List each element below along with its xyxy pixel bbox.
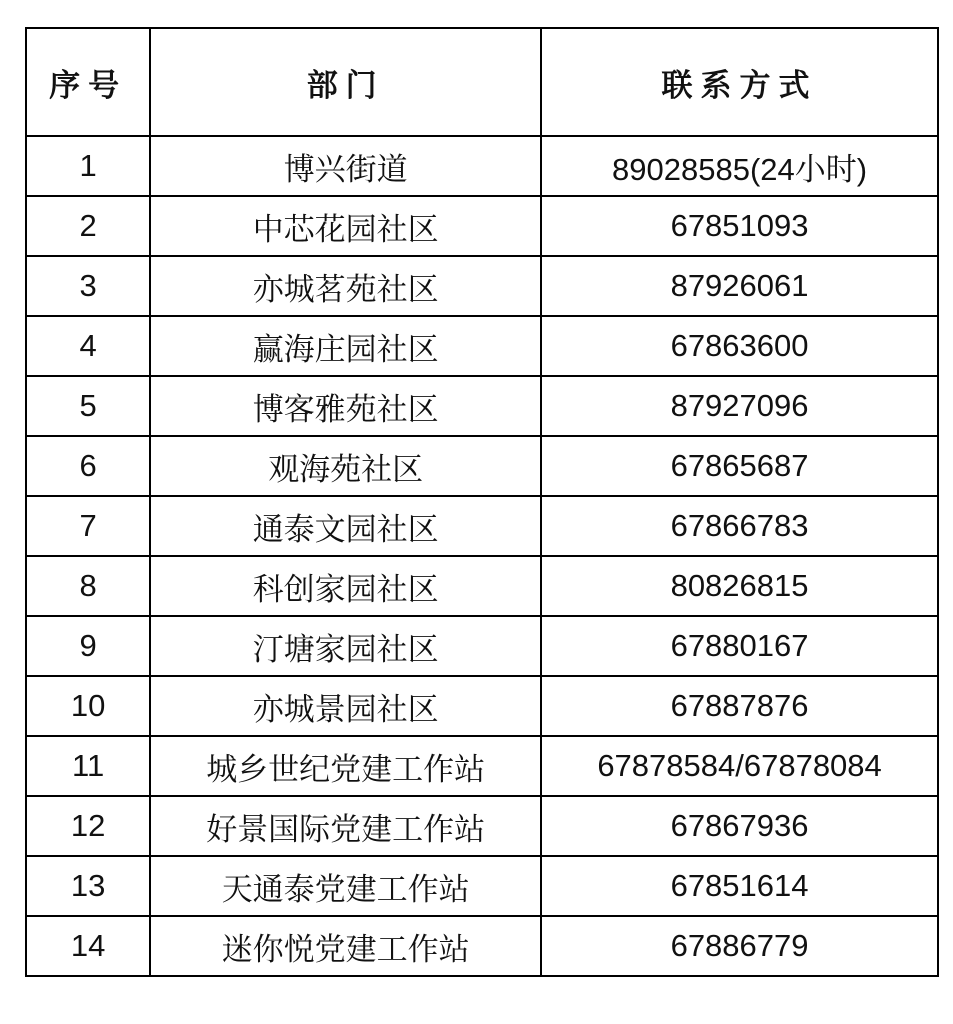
table-row: [26, 376, 938, 436]
table-header-row: [26, 28, 938, 136]
table-row: [26, 436, 938, 496]
cell-contact: 87926061: [541, 256, 938, 316]
table-row: [26, 496, 938, 556]
cell-department: 通泰文园社区: [150, 496, 541, 556]
cell-department: 城乡世纪党建工作站: [150, 736, 541, 796]
cell-contact: 67863600: [541, 316, 938, 376]
cell-no: 12: [26, 796, 150, 856]
cell-contact: 67851093: [541, 196, 938, 256]
cell-contact: 67886779: [541, 916, 938, 976]
header-no: 序号: [26, 28, 150, 136]
cell-department: 博客雅苑社区: [150, 376, 541, 436]
cell-department: 亦城茗苑社区: [150, 256, 541, 316]
header-contact: 联系方式: [541, 28, 938, 136]
cell-contact: 87927096: [541, 376, 938, 436]
table-row: [26, 556, 938, 616]
cell-contact: 89028585(24小时): [541, 136, 938, 196]
cell-department: 汀塘家园社区: [150, 616, 541, 676]
cell-department: 亦城景园社区: [150, 676, 541, 736]
cell-no: 8: [26, 556, 150, 616]
cell-no: 5: [26, 376, 150, 436]
cell-department: 迷你悦党建工作站: [150, 916, 541, 976]
table-row: [26, 736, 938, 796]
contact-table: [25, 27, 939, 977]
cell-contact: 67880167: [541, 616, 938, 676]
cell-no: 14: [26, 916, 150, 976]
table-row: [26, 616, 938, 676]
cell-contact: 67866783: [541, 496, 938, 556]
table-row: [26, 796, 938, 856]
cell-department: 中芯花园社区: [150, 196, 541, 256]
cell-no: 6: [26, 436, 150, 496]
cell-department: 好景国际党建工作站: [150, 796, 541, 856]
table-row: [26, 136, 938, 196]
cell-no: 7: [26, 496, 150, 556]
cell-contact: 67865687: [541, 436, 938, 496]
cell-contact: 80826815: [541, 556, 938, 616]
cell-contact: 67878584/67878084: [541, 736, 938, 796]
header-department: 部门: [150, 28, 541, 136]
cell-contact: 67851614: [541, 856, 938, 916]
cell-department: 观海苑社区: [150, 436, 541, 496]
cell-no: 1: [26, 136, 150, 196]
cell-no: 2: [26, 196, 150, 256]
cell-department: 博兴街道: [150, 136, 541, 196]
table-row: [26, 316, 938, 376]
cell-department: 科创家园社区: [150, 556, 541, 616]
cell-no: 11: [26, 736, 150, 796]
cell-no: 9: [26, 616, 150, 676]
cell-no: 4: [26, 316, 150, 376]
cell-contact: 67867936: [541, 796, 938, 856]
table-row: [26, 256, 938, 316]
cell-no: 10: [26, 676, 150, 736]
cell-department: 赢海庄园社区: [150, 316, 541, 376]
cell-department: 天通泰党建工作站: [150, 856, 541, 916]
table-row: [26, 916, 938, 976]
cell-contact: 67887876: [541, 676, 938, 736]
table-row: [26, 856, 938, 916]
cell-no: 3: [26, 256, 150, 316]
table-row: [26, 196, 938, 256]
cell-no: 13: [26, 856, 150, 916]
table-row: [26, 676, 938, 736]
